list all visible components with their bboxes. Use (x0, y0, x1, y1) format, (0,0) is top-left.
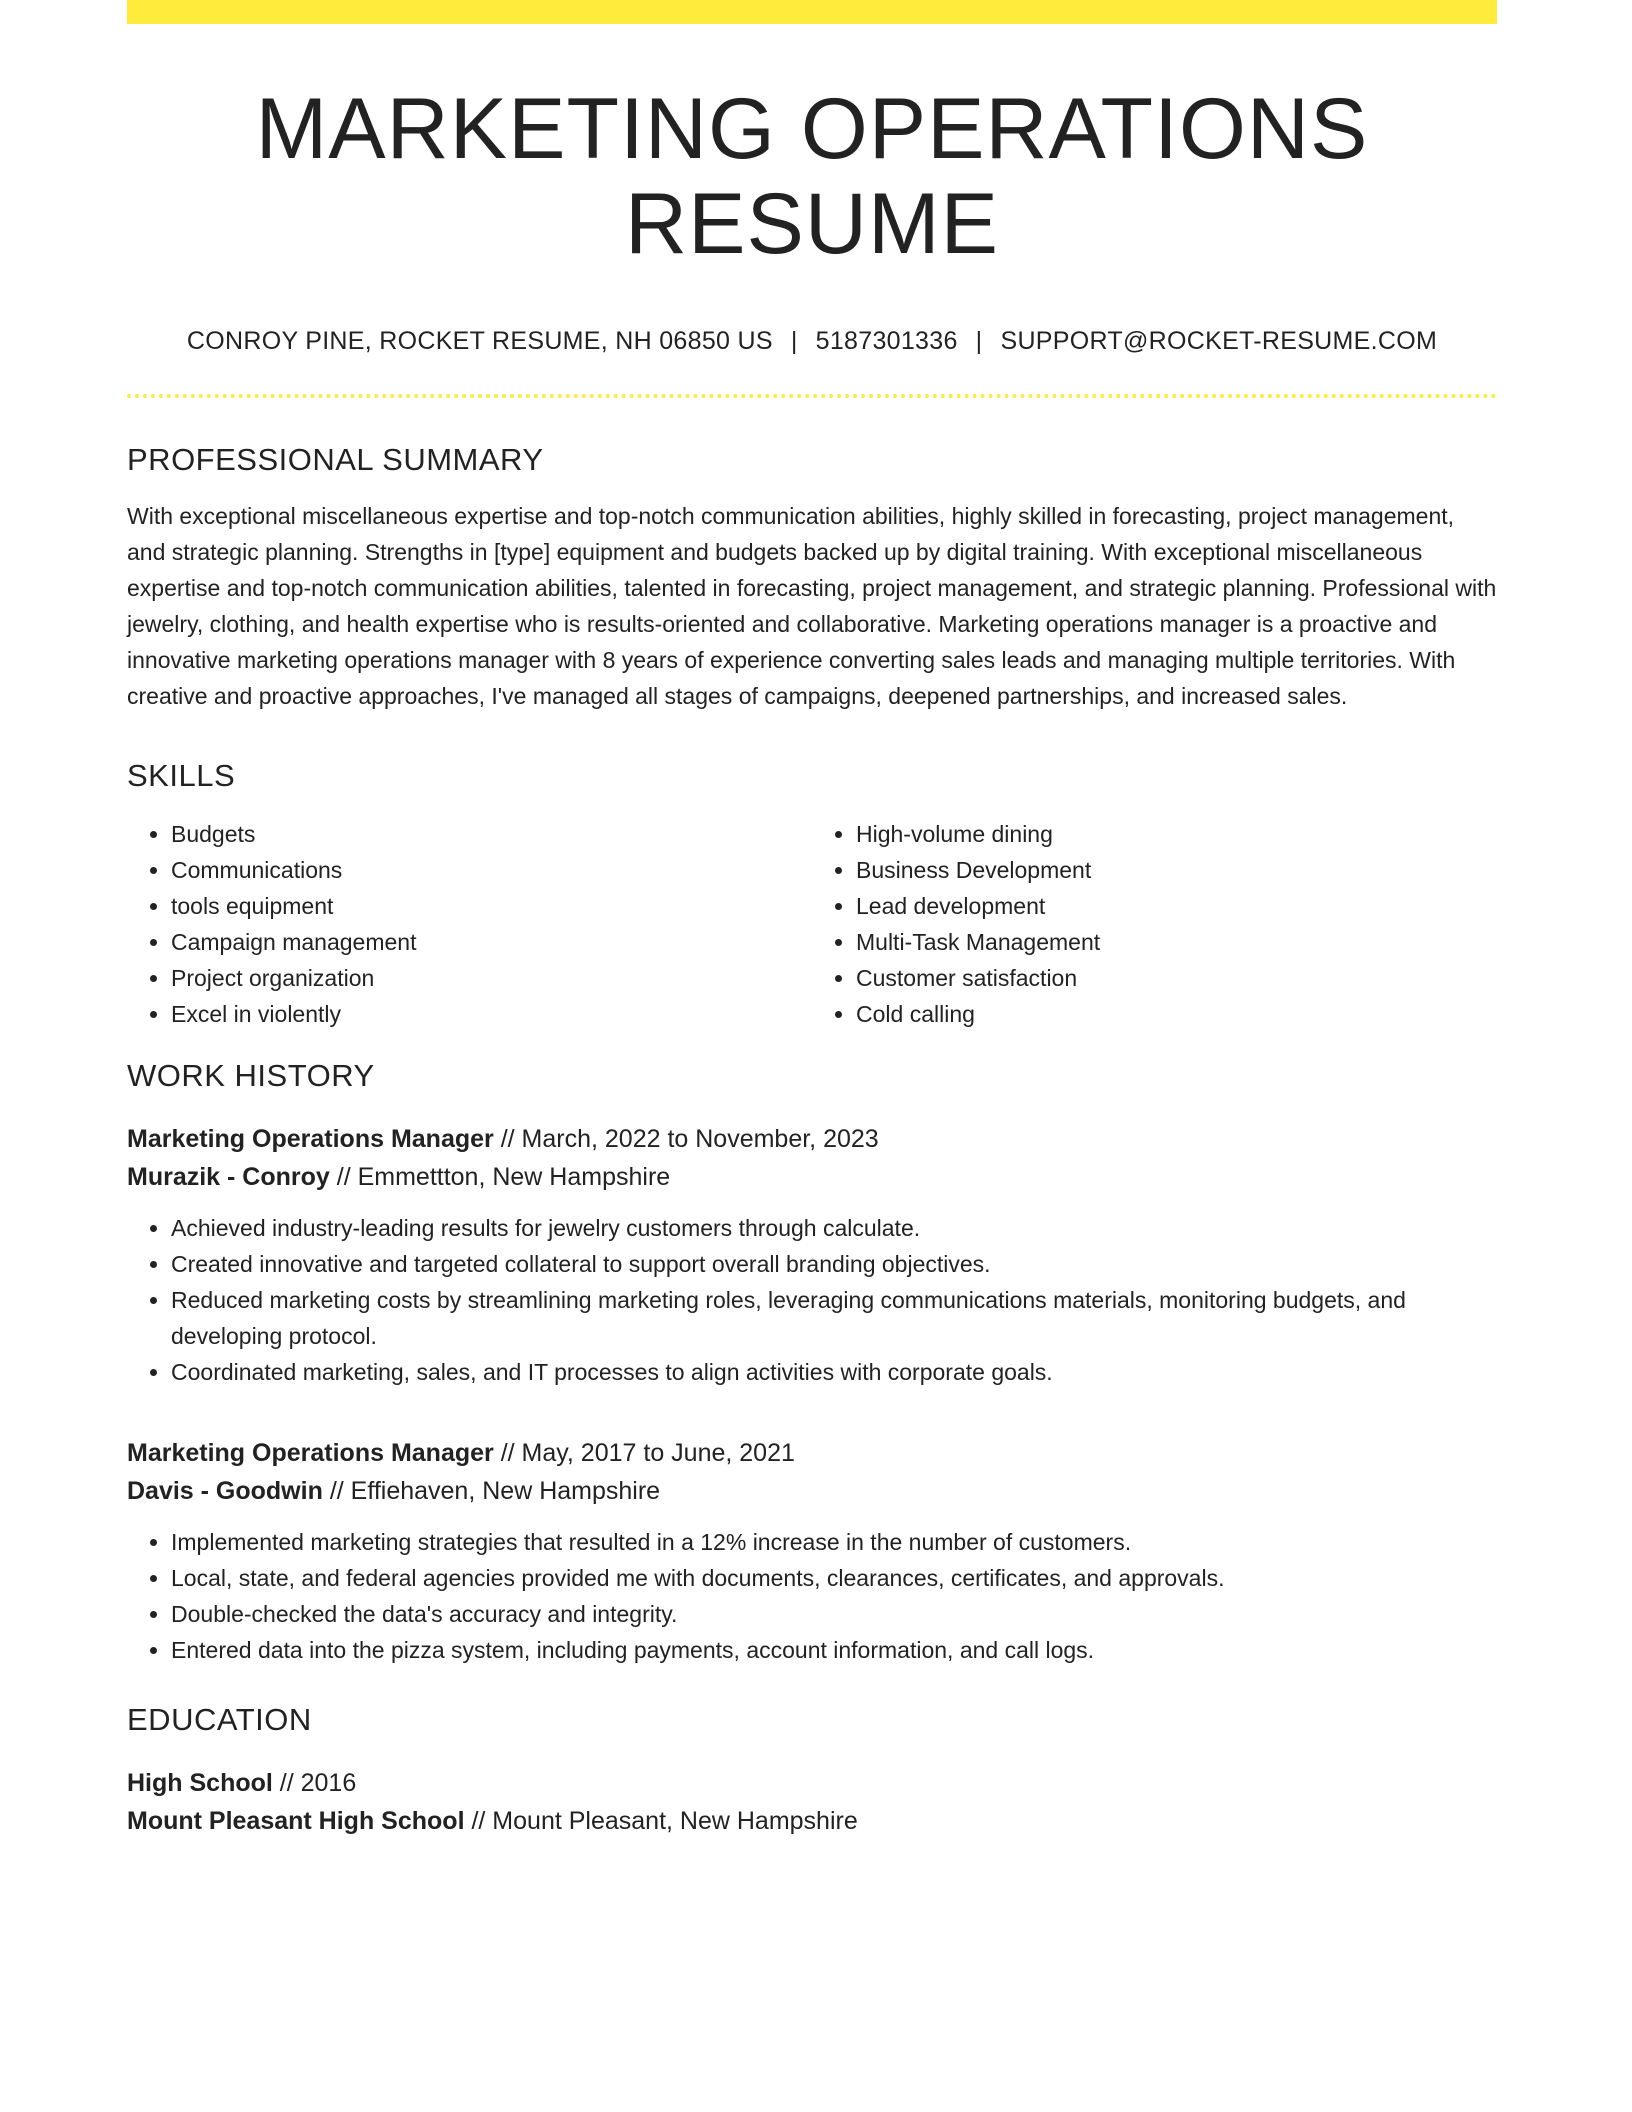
job-company-line (127, 1472, 1497, 1510)
skills-list-right (812, 816, 1497, 1032)
education-degree: High School (127, 1769, 273, 1798)
job-location: // Effiehaven, New Hampshire (329, 1477, 661, 1506)
skill-item: • Budgets (171, 816, 812, 852)
resume-page (127, 0, 1497, 1840)
skill-item: • Cold calling (856, 996, 1497, 1032)
summary-heading: PROFESSIONAL SUMMARY (127, 442, 544, 478)
job-dates: // March, 2022 to November, 2023 (500, 1125, 879, 1154)
skill-item: • Campaign management (171, 924, 812, 960)
job-company-line (127, 1158, 1497, 1196)
skill-item: • Customer satisfaction (856, 960, 1497, 996)
job-company: Murazik - Conroy (127, 1163, 330, 1192)
job-company: Davis - Goodwin (127, 1477, 323, 1506)
skill-item: • tools equipment (171, 888, 812, 924)
education-degree-line (127, 1764, 1497, 1802)
job-bullet: • Coordinated marketing, sales, and IT processes to align activities with corporate goals. (171, 1354, 1497, 1390)
contact-email: SUPPORT@ROCKET-RESUME.COM (1000, 327, 1438, 356)
job-bullet: • Local, state, and federal agencies provided me with documents, clearances, certificates, and approvals. (171, 1560, 1497, 1596)
contact-separator: | (975, 327, 983, 356)
job-bullet: • Achieved industry-leading results for jewelry customers through calculate. (171, 1210, 1497, 1246)
education-year: // 2016 (279, 1769, 357, 1798)
education-entry (127, 1764, 1497, 1840)
work-history-heading: WORK HISTORY (127, 1058, 375, 1094)
skill-item: • Project organization (171, 960, 812, 996)
contact-separator: | (790, 327, 798, 356)
job-bullet: • Created innovative and targeted collateral to support overall branding objectives. (171, 1246, 1497, 1282)
job-title-line (127, 1434, 1497, 1472)
job-location: // Emmettton, New Hampshire (336, 1163, 671, 1192)
resume-title: MARKETING OPERATIONS RESUME (255, 81, 1369, 272)
job-bullets (127, 1524, 1497, 1668)
education-location: // Mount Pleasant, New Hampshire (471, 1807, 858, 1836)
top-accent-bar (127, 0, 1497, 24)
summary-text: With exceptional miscellaneous expertise and top-notch communication abilities, highly skilled in forecasting, project management, and strategic planning. Strengths in [type] equipment and budgets backed up by digital training. With exceptional miscellaneous expertise and top-notch communication abilities, talented in forecasting, project management, and strategic planning. Professional with jewelry, clothing, and health expertise who is results-oriented and collaborative. Marketing operations manager is a proactive and innovative marketing operations manager with 8 years of experience converting sales leads and managing multiple territories. With creative and proactive approaches, I've managed all stages of campaigns, deepened partnerships, and increased sales. (127, 503, 1497, 710)
skill-item: • Excel in violently (171, 996, 812, 1032)
education-heading: EDUCATION (127, 1702, 312, 1738)
skill-item: • High-volume dining (856, 816, 1497, 852)
education-school: Mount Pleasant High School (127, 1807, 465, 1836)
skills-heading: SKILLS (127, 758, 236, 794)
job-bullet: • Entered data into the pizza system, including payments, account information, and call logs. (171, 1632, 1497, 1668)
contact-phone: 5187301336 (815, 327, 958, 356)
education-school-line (127, 1802, 1497, 1840)
skill-item: • Communications (171, 852, 812, 888)
skill-item: • Lead development (856, 888, 1497, 924)
dotted-divider (127, 394, 1497, 398)
skills-grid (127, 816, 1497, 1032)
job-bullets (127, 1210, 1497, 1390)
skills-list-left (127, 816, 812, 1032)
job-entry (127, 1434, 1497, 1668)
contact-line (127, 327, 1497, 356)
skill-item: • Multi-Task Management (856, 924, 1497, 960)
job-dates: // May, 2017 to June, 2021 (500, 1439, 795, 1468)
job-title: Marketing Operations Manager (127, 1439, 494, 1468)
job-bullet: • Double-checked the data's accuracy and integrity. (171, 1596, 1497, 1632)
job-bullet: • Reduced marketing costs by streamlining marketing roles, leveraging communications materials, monitoring budgets, and developing protocol. (171, 1282, 1497, 1354)
job-title-line (127, 1120, 1497, 1158)
skill-item: • Business Development (856, 852, 1497, 888)
job-entry (127, 1120, 1497, 1390)
job-bullet: • Implemented marketing strategies that resulted in a 12% increase in the number of customers. (171, 1524, 1497, 1560)
job-title: Marketing Operations Manager (127, 1125, 494, 1154)
contact-address: CONROY PINE, ROCKET RESUME, NH 06850 US (186, 327, 773, 356)
